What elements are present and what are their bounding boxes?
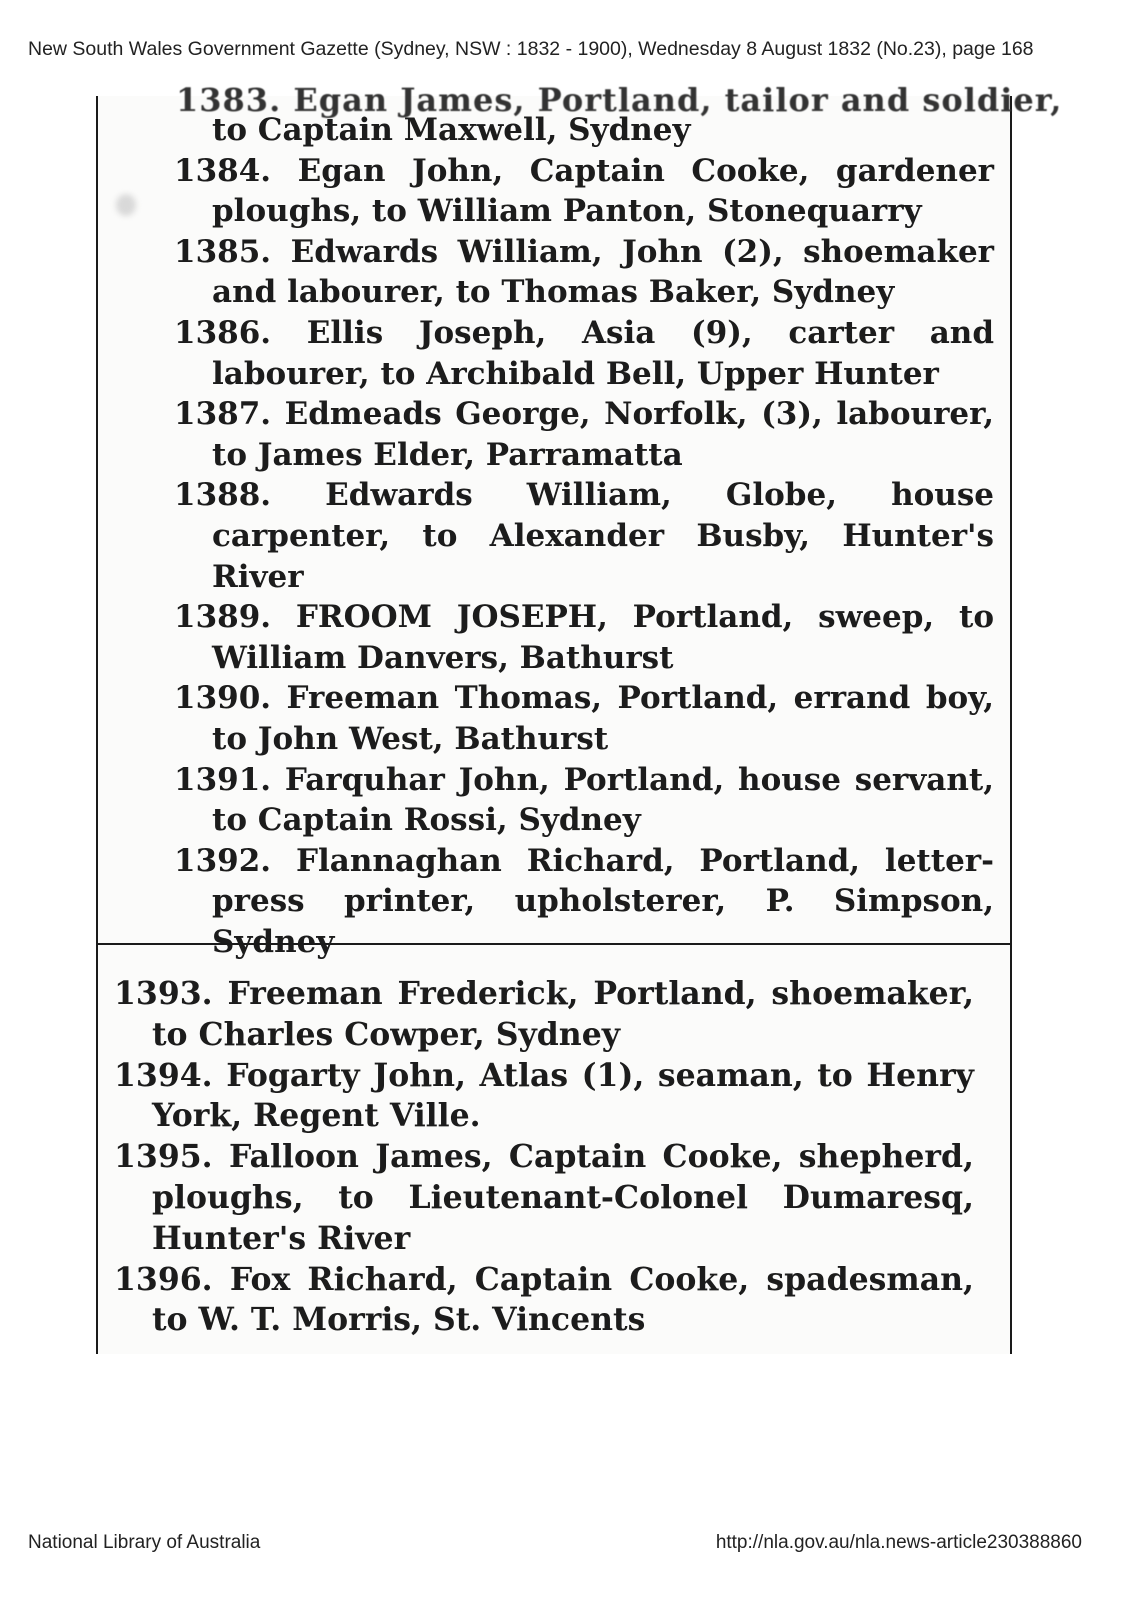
entry-text: Egan John, Captain Cooke, gardener ploughs, to William Panton, Stonequarry [212,152,995,230]
entry-number: 1391. [174,761,272,798]
entry-text: to Captain Maxwell, Sydney [212,112,691,148]
entry-text: Falloon James, Captain Cooke, shepherd, ploughs, to Lieutenant-Colonel Dumaresq, Hunter's River [152,1138,975,1257]
newspaper-clipping [96,81,1063,1354]
entry-number: 1395. [114,1138,213,1176]
article-url[interactable]: http://nla.gov.au/nla.news-article230388860 [715,1532,1082,1553]
entry-1384 [174,151,994,232]
entry-number: 1394. [114,1056,213,1094]
entry-1388 [174,475,994,597]
entry-number: 1387. [174,396,272,433]
entry-text: Farquhar John, Portland, house servant, to Captain Rossi, Sydney [212,761,995,839]
entry-text: Edmeads George, Norfolk, (3), labourer, to James Elder, Parramatta [212,396,994,473]
entry-1395 [114,1137,974,1259]
entry-1389 [174,597,994,678]
gazette-source-header: New South Wales Government Gazette (Sydney, NSW : 1832 - 1900), Wednesday 8 August 1832 (No.23), page 168 [28,38,1034,60]
entry-text: Edwards William, John (2), shoemaker and labourer, to Thomas Baker, Sydney [212,233,994,311]
column-divider-rule [98,943,1010,945]
entry-text: Freeman Thomas, Portland, errand boy, to John West, Bathurst [212,680,995,757]
entry-text: Edwards William, Globe, house carpenter, to Alexander Busby, Hunter's River [212,477,994,595]
entry-text: Fogarty John, Atlas (1), seaman, to Henry York, Regent Ville. [152,1056,974,1135]
entry-number: 1393. [114,975,213,1012]
entry-1386 [174,313,994,394]
entry-number: 1390. [174,680,272,717]
lower-entry-list [114,974,974,1341]
entry-number: 1396. [114,1260,213,1298]
entry-1391 [174,760,994,841]
library-credit: National Library of Australia [28,1532,261,1553]
entry-1387 [174,394,994,475]
entry-1396 [114,1260,974,1342]
entry-text: Flannaghan Richard, Portland, letter-press printer, upholsterer, P. Simpson, Sydney [212,842,994,960]
upper-entry-list [174,110,994,962]
entry-text: FROOM JOSEPH, Portland, sweep, to William Danvers, Bathurst [212,599,994,676]
entry-1385 [174,232,994,313]
entry-1394 [114,1056,974,1138]
entry-1390 [174,678,994,759]
entry-number: 1384. [174,152,272,189]
entry-number: 1388. [174,477,272,514]
entry-text: Freeman Frederick, Portland, shoemaker, to Charles Cowper, Sydney [152,975,974,1053]
entry-number: 1389. [174,599,272,636]
print-smudge [116,194,136,216]
entry-1383-continuation [174,110,994,151]
entry-1393 [114,974,974,1056]
entry-number: 1392. [174,842,272,879]
entry-number: 1385. [174,233,272,270]
cut-off-entry-1383: 1383. Egan James, Portland, tailor and soldier, [176,81,1063,119]
entry-text: Fox Richard, Captain Cooke, spadesman, to W. T. Morris, St. Vincents [152,1260,974,1339]
entry-number: 1386. [174,314,272,351]
entry-text: Ellis Joseph, Asia (9), carter and labourer, to Archibald Bell, Upper Hunter [212,314,995,392]
